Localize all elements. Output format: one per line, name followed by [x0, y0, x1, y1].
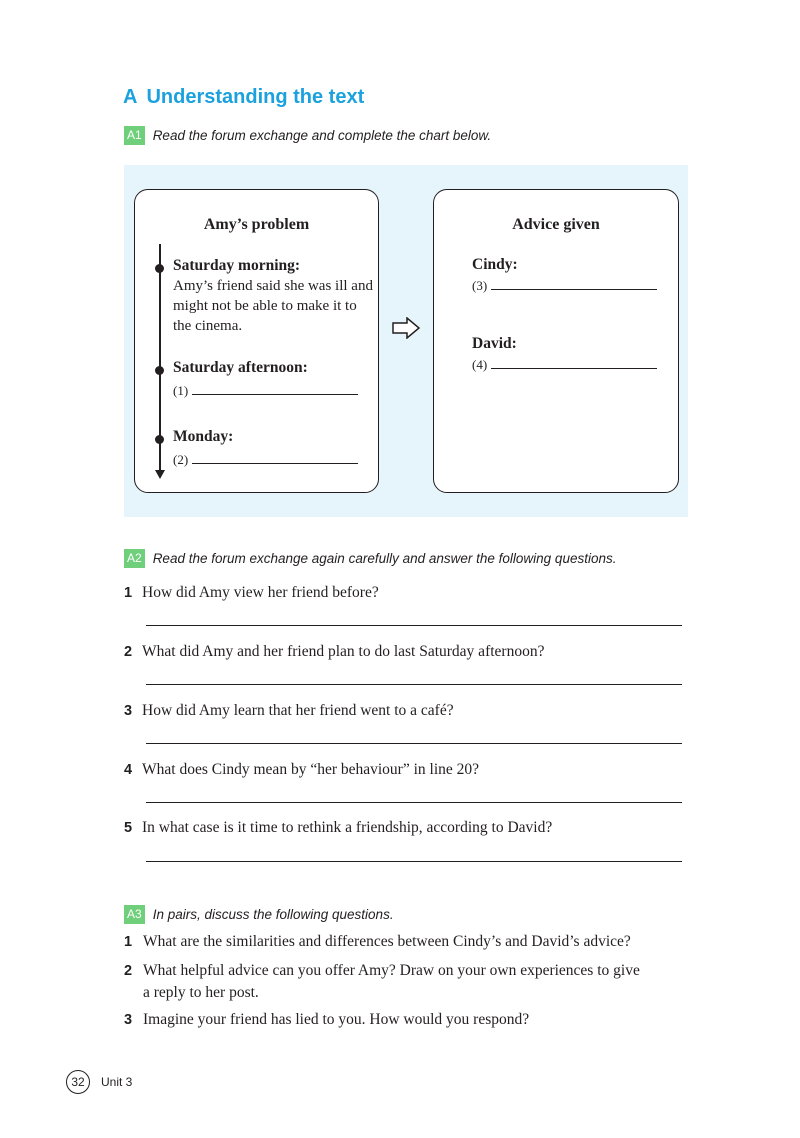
question-text: What are the similarities and differences between Cindy’s and David’s advice?	[143, 933, 631, 950]
answer-blank-3[interactable]	[472, 277, 672, 294]
answer-line[interactable]	[146, 684, 682, 685]
a1-badge: A1	[124, 126, 145, 145]
entry-label: Saturday morning:	[173, 257, 301, 274]
advice-entry	[472, 256, 672, 294]
chart-area	[124, 165, 688, 517]
question-text: What did Amy and her friend plan to do last Saturday afternoon?	[142, 643, 545, 660]
entry-label: Saturday afternoon:	[173, 359, 308, 376]
advice-entry	[472, 335, 672, 373]
question-number: 1	[124, 585, 133, 601]
blank-number: (3)	[472, 278, 488, 293]
advice-label: David:	[472, 335, 517, 352]
a1-instruction-row	[124, 126, 491, 145]
a2-instruction: Read the forum exchange again carefully and answer the following questions.	[152, 551, 617, 566]
answer-line[interactable]	[146, 625, 682, 626]
answer-blank-4[interactable]	[472, 356, 672, 373]
answer-blank-2[interactable]	[173, 450, 373, 470]
timeline-arrow-icon	[155, 470, 165, 479]
timeline-entry	[173, 256, 373, 336]
question-number: 1	[124, 934, 133, 950]
amys-problem-box	[134, 189, 379, 493]
question-number: 2	[124, 644, 133, 660]
a3-question	[124, 1009, 688, 1031]
question-text: Imagine your friend has lied to you. How would you respond?	[143, 1011, 530, 1028]
amys-problem-title: Amy’s problem	[203, 216, 310, 233]
answer-line[interactable]	[146, 861, 682, 862]
blank-number: (2)	[173, 452, 189, 467]
question-text: How did Amy view her friend before?	[142, 584, 379, 601]
a3-instruction: In pairs, discuss the following questions.	[152, 907, 394, 922]
question-number: 3	[124, 1012, 133, 1028]
a3-badge: A3	[124, 905, 145, 924]
timeline-dot	[155, 264, 164, 273]
entry-text: Amy’s friend said she was ill and might not be able to make it to the cinema.	[173, 278, 373, 334]
a3-question	[124, 931, 688, 953]
question-text: How did Amy learn that her friend went to a café?	[142, 702, 454, 719]
question-text-continued: a reply to her post.	[143, 984, 259, 1001]
timeline-dot	[155, 366, 164, 375]
a2-question	[124, 702, 684, 720]
question-text: In what case is it time to rethink a friendship, according to David?	[142, 819, 553, 836]
answer-line[interactable]	[146, 802, 682, 803]
question-text: What does Cindy mean by “her behaviour” in line 20?	[142, 761, 480, 778]
question-text: What helpful advice can you offer Amy? Draw on your own experiences to give	[143, 962, 640, 979]
a2-question	[124, 643, 684, 661]
timeline-entry	[173, 427, 373, 470]
advice-given-box	[433, 189, 679, 493]
timeline-dot	[155, 435, 164, 444]
question-number: 5	[124, 820, 133, 836]
question-number: 2	[124, 963, 133, 979]
section-letter: A	[123, 86, 138, 108]
a3-instruction-row	[124, 905, 394, 924]
question-number: 3	[124, 703, 133, 719]
entry-label: Monday:	[173, 428, 234, 445]
advice-given-title: Advice given	[512, 216, 600, 233]
unit-label: Unit 3	[101, 1075, 133, 1089]
timeline-entry	[173, 358, 373, 401]
advice-label: Cindy:	[472, 256, 518, 273]
blank-number: (1)	[173, 383, 189, 398]
section-title: Understanding the text	[146, 86, 365, 108]
page-number: 32	[66, 1070, 90, 1094]
answer-blank-1[interactable]	[173, 381, 373, 401]
blank-number: (4)	[472, 357, 488, 372]
a2-question	[124, 584, 684, 602]
right-arrow-icon	[392, 317, 420, 339]
answer-line[interactable]	[146, 743, 682, 744]
section-heading	[123, 86, 364, 109]
a2-instruction-row	[124, 549, 616, 568]
page-footer	[66, 1070, 132, 1094]
a2-question	[124, 819, 684, 837]
a2-question	[124, 761, 684, 779]
a3-question	[124, 960, 688, 1003]
a2-badge: A2	[124, 549, 145, 568]
a1-instruction: Read the forum exchange and complete the chart below.	[152, 128, 492, 143]
question-number: 4	[124, 762, 133, 778]
